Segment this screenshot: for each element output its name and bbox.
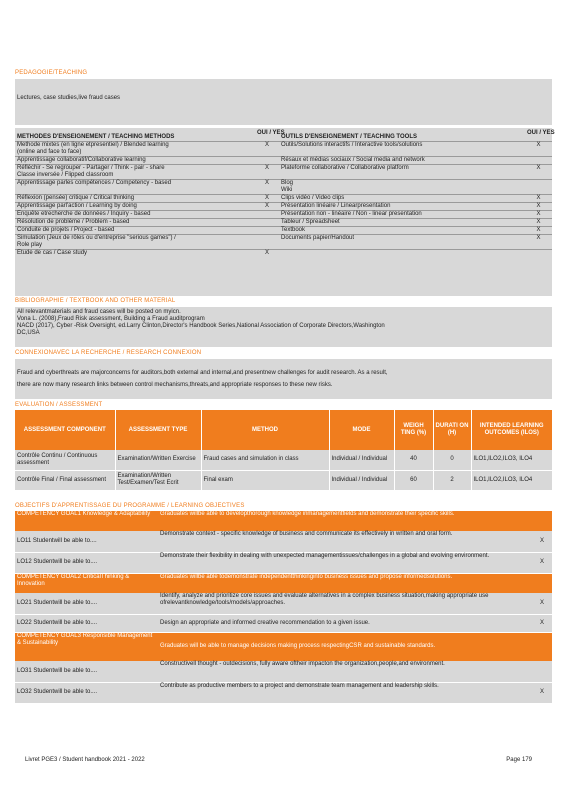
method-yes: X <box>255 250 279 258</box>
bibliography-title: BIBLIOGRAPHIE / TEXTBOOK AND OTHER MATERIAL <box>15 298 176 304</box>
lo-label: LO31 Studentwill be able to.... <box>15 661 158 682</box>
method-cell: Réfléchir - Se regrouper - Partager / Think - pair - share Classe inversée / Flipped classroom <box>15 165 255 180</box>
evaluation-title: EVALUATION / ASSESSMENT <box>15 402 103 408</box>
lo-check <box>530 661 552 682</box>
eval-type: Examination/Written Test/Examen/Test Ecrit <box>115 470 201 490</box>
tool-yes: X <box>525 142 552 157</box>
page <box>15 0 555 800</box>
footer-page-number: Page 179 <box>506 757 532 763</box>
lo-check: X <box>530 531 552 552</box>
goal-row <box>15 632 552 661</box>
tool-yes: X <box>525 195 552 203</box>
method-cell: Apprentissage collaboratif/Collaborative learning <box>15 157 255 165</box>
eval-type: Examination/Written Exercise <box>115 450 201 470</box>
lo-text: Constructivell thought - outdecisions, fully aware oftheir impacton the organization,people,and environment. <box>158 661 530 682</box>
objectives-table <box>15 511 552 704</box>
method-yes <box>255 219 279 227</box>
lo-check: X <box>530 614 552 632</box>
eval-weight: 60 <box>394 470 433 490</box>
eval-outcomes: ILO1,ILO2,ILO3, ILO4 <box>471 470 552 490</box>
goal-description: Graduates willbe able to developthorough knowledge inmanagementfields and demonstrate their specific skills. <box>158 511 552 531</box>
footer-left: Livret PGE3 / Student handbook 2021 - 2022 <box>25 757 145 763</box>
research-title: CONNEXIONAVEC LA RECHERCHE / RESEARCH CONNEXION <box>15 350 202 356</box>
method-cell: Enquête etrecherche de données / Inquiry - based <box>15 211 255 219</box>
method-cell: Apprentissage parl'action / Learning by doing <box>15 203 255 211</box>
pedagogy-text: Lectures, case studies,live fraud cases <box>17 95 121 101</box>
tool-yes: X <box>525 235 552 250</box>
bibliography-line: DC,USA <box>17 330 40 336</box>
eval-duration: 2 <box>433 470 471 490</box>
lo-label: LO22 Studentwill be able to.... <box>15 614 158 632</box>
lo-check: X <box>530 552 552 573</box>
goal-row <box>15 511 552 531</box>
tool-cell: Présentation linéaire / Linearpresentation <box>279 203 525 211</box>
bibliography-line: Vona L. (2008),Fraud Risk assessment, Building a Fraud auditprogram <box>17 316 205 322</box>
lo-text: Identify, analyze and prioritize core issues and evaluate alternatives in a complex business situation,making appropriate use ofrelevantknowledge/tools/models/approaches. <box>158 593 530 614</box>
eval-duration: 0 <box>433 450 471 470</box>
evaluation-table-wrap <box>15 410 552 491</box>
eval-method: Fraud cases and simulation in class <box>201 450 329 470</box>
method-yes: X <box>255 195 279 203</box>
method-cell: Conduite de projets / Project - based <box>15 227 255 235</box>
tool-cell: Résaux et médias sociaux / Social media and network <box>279 157 525 165</box>
table-row <box>15 593 552 614</box>
method-cell: Methode mixtes (en ligne etpresentiel) / Blended learning (online and face to face) <box>15 142 255 157</box>
goal-description: Graduates will be able to manage decisions making process respectingCSR and sustainable standards. <box>158 632 552 661</box>
table-row <box>15 552 552 573</box>
evaluation-table <box>15 410 552 491</box>
method-yes <box>255 157 279 165</box>
method-yes <box>255 235 279 250</box>
table-row <box>15 661 552 682</box>
eval-component: Contrôle Continu / Continuous assessment <box>15 450 115 470</box>
method-yes <box>255 227 279 235</box>
method-cell: Résolution de problème / Problem - based <box>15 219 255 227</box>
research-box <box>15 359 552 399</box>
tool-yes: X <box>525 203 552 211</box>
goal-label: COMPETENCY GOAL3 Responsible Management & Sustainability <box>15 632 158 661</box>
methods-yes-header: OUI / YES <box>257 130 285 136</box>
goal-row <box>15 573 552 593</box>
research-line: there are now many research links between control mechanisms,threats,and appropriate responses to these new risks. <box>17 382 333 388</box>
tool-yes: X <box>525 219 552 227</box>
methods-box <box>15 128 555 296</box>
tool-cell: Tableur / Spreadsheet <box>279 219 525 227</box>
research-line: Fraud and cyberthreats are majorconcerns for auditors,both external and internal,and presentnew challenges for audit research. As a result, <box>17 370 388 376</box>
eval-mode: Individual / Individual <box>329 450 394 470</box>
tool-yes <box>525 250 552 258</box>
eval-header-weight: WEIGH TING (%) <box>394 410 433 450</box>
eval-header-outcomes: INTENDED LEARNING OUTCOMES (ILOS) <box>471 410 552 450</box>
objectives-title: OBJECTIFS D'APPRENTISSAGE DU PROGRAMME / LEARNING OBJECTIVES <box>15 503 245 509</box>
method-cell: Etude de cas / Case study <box>15 250 255 258</box>
bibliography-box <box>15 307 552 347</box>
eval-header-component: ASSESSMENT COMPONENT <box>15 410 115 450</box>
method-cell: Réflexion (pensée) critique / Critical thinking <box>15 195 255 203</box>
table-row <box>15 531 552 552</box>
lo-label: LO11 Studentwill be able to.... <box>15 531 158 552</box>
tool-cell: Documents papier/Handout <box>279 235 525 250</box>
lo-text: Contribute as productive members to a project and demonstrate team management and leadership skills. <box>158 682 530 703</box>
tool-yes: X <box>525 211 552 219</box>
lo-text: Demonstrate their flexibility in dealing with unexpected managementissues/challenges in a global and evolving environment. <box>158 552 530 573</box>
lo-text: Design an appropriate and informed creative recommendation to a given issue. <box>158 614 530 632</box>
methods-table <box>15 128 555 257</box>
table-row <box>15 682 552 703</box>
method-yes: X <box>255 165 279 180</box>
lo-text: Demonstrate context - specific knowledge of business and communicate its effectively in written and oral form. <box>158 531 530 552</box>
method-cell: Simulation (Jeux de rôles ou d'entreprise "serious games") / Role play <box>15 235 255 250</box>
pedagogy-box <box>15 79 552 125</box>
lo-label: LO21 Studentwill be able to.... <box>15 593 158 614</box>
bibliography-line: All relevantmaterials and fraud cases will be posted on myicn. <box>17 309 181 315</box>
tool-yes: X <box>525 227 552 235</box>
tool-yes <box>525 157 552 165</box>
eval-weight: 40 <box>394 450 433 470</box>
lo-check: X <box>530 682 552 703</box>
tool-cell <box>279 250 525 258</box>
tools-header: OUTILS D'ENSEIGNEMENT / TEACHING TOOLS <box>281 134 417 140</box>
table-row <box>15 614 552 632</box>
tools-yes-header: OUI / YES <box>527 130 555 136</box>
eval-method: Final exam <box>201 470 329 490</box>
method-yes <box>255 211 279 219</box>
objectives-table-wrap <box>15 511 552 704</box>
method-yes: X <box>255 142 279 157</box>
tool-cell: Blog Wiki <box>279 180 525 195</box>
eval-mode: Individual / Individual <box>329 470 394 490</box>
eval-header-method: METHOD <box>201 410 329 450</box>
lo-label: LO12 Studentwill be able to.... <box>15 552 158 573</box>
table-row <box>15 450 552 470</box>
eval-header-type: ASSESSMENT TYPE <box>115 410 201 450</box>
tool-cell: Présentation non - linéaire / Non - linear presentation <box>279 211 525 219</box>
table-row <box>15 470 552 490</box>
tool-yes <box>525 180 552 195</box>
eval-outcomes: ILO1,ILO2,ILO3, ILO4 <box>471 450 552 470</box>
goal-description: Graduates willbe able todemonstrate independentthinkinginto business issues and propose informedsolutions. <box>158 573 552 593</box>
method-cell: Apprentissage parles compétences / Competency - based <box>15 180 255 195</box>
tool-cell: Outils/Solutions interactifs / Interactive tools/solutions <box>279 142 525 157</box>
methods-header: METHODES D'ENSEIGNEMENT / TEACHING METHODS <box>17 134 175 140</box>
tool-cell: Plateforme collaborative / Collaborative platform <box>279 165 525 180</box>
tool-yes: X <box>525 165 552 180</box>
eval-header-duration: DURATI ON (H) <box>433 410 471 450</box>
eval-header-mode: MODE <box>329 410 394 450</box>
goal-label: COMPETENCY GOAL1 Knowledge & Adaptability <box>15 511 158 531</box>
lo-check: X <box>530 593 552 614</box>
bibliography-line: NACD (2017), Cyber -Risk Oversight, ed.Larry Clinton,Director's Handbook Series,National Association of Corporate Directors,Washington <box>17 323 385 329</box>
method-yes: X <box>255 180 279 195</box>
tool-cell: Clips vidéo / Video clips <box>279 195 525 203</box>
pedagogy-title: PEDAGOGIE/TEACHING <box>15 70 88 76</box>
lo-label: LO32 Studentwill be able to.... <box>15 682 158 703</box>
method-yes: X <box>255 203 279 211</box>
goal-label: COMPETENCY GOAL2 CriticalThinking & Innovation <box>15 573 158 593</box>
tool-cell: Textbook <box>279 227 525 235</box>
eval-component: Contrôle Final / Final assessment <box>15 470 115 490</box>
